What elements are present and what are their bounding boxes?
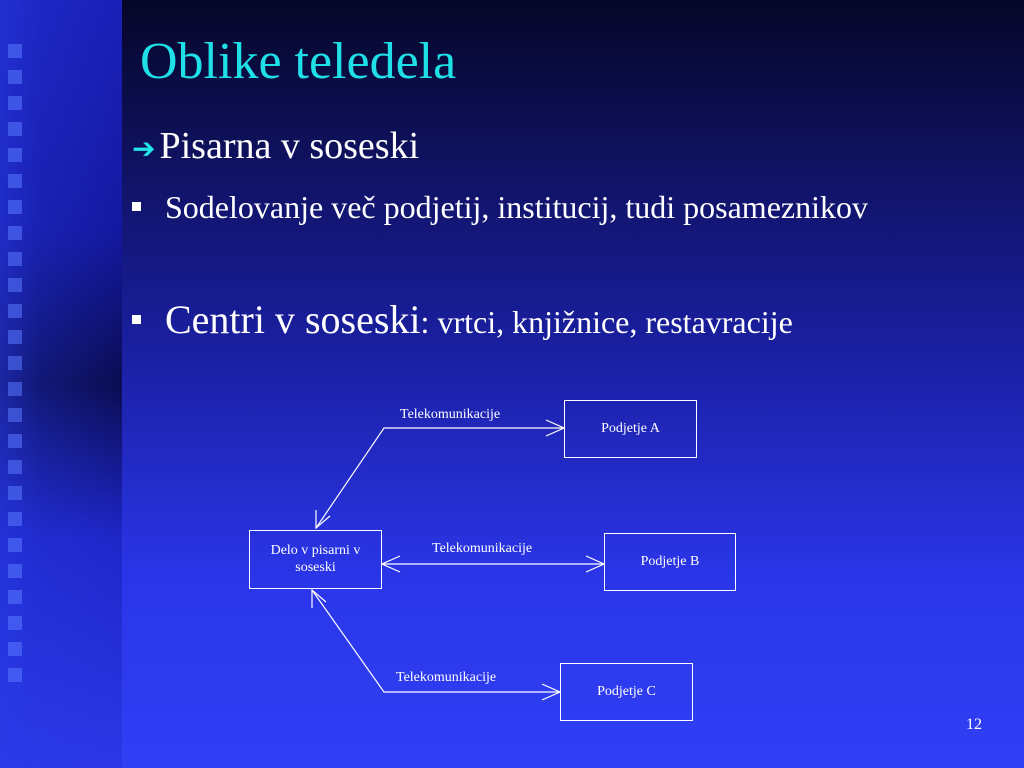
link-b-label: Telekomunikacije (432, 541, 533, 556)
node-podjetje-b (604, 533, 736, 591)
page-number: 12 (966, 716, 982, 733)
link-a-label: Telekomunikacije (400, 407, 501, 422)
node-center-label: Delo v pisarni v soseski (270, 542, 361, 575)
link-a (316, 428, 564, 528)
right-arrow-icon: ➔ (132, 134, 156, 165)
bullet-centri-main: Centri v soseski (165, 297, 421, 342)
slide-title: Oblike teledela (140, 33, 457, 90)
node-podjetje-c-label: Podjetje C (597, 683, 656, 699)
node-podjetje-b-label: Podjetje B (640, 553, 700, 569)
node-podjetje-c (560, 663, 693, 721)
bullet-sodelovanje-text: Sodelovanje več podjetij, institucij, tudi posameznikov (165, 189, 868, 225)
link-c-label: Telekomunikacije (396, 670, 497, 685)
bullet-centri-rest: : vrtci, knjižnice, restavracije (420, 304, 793, 340)
node-podjetje-a (564, 400, 697, 458)
node-center (249, 530, 382, 589)
bullet-pisarna-text: Pisarna v soseski (159, 125, 420, 167)
node-podjetje-a-label: Podjetje A (601, 420, 660, 436)
